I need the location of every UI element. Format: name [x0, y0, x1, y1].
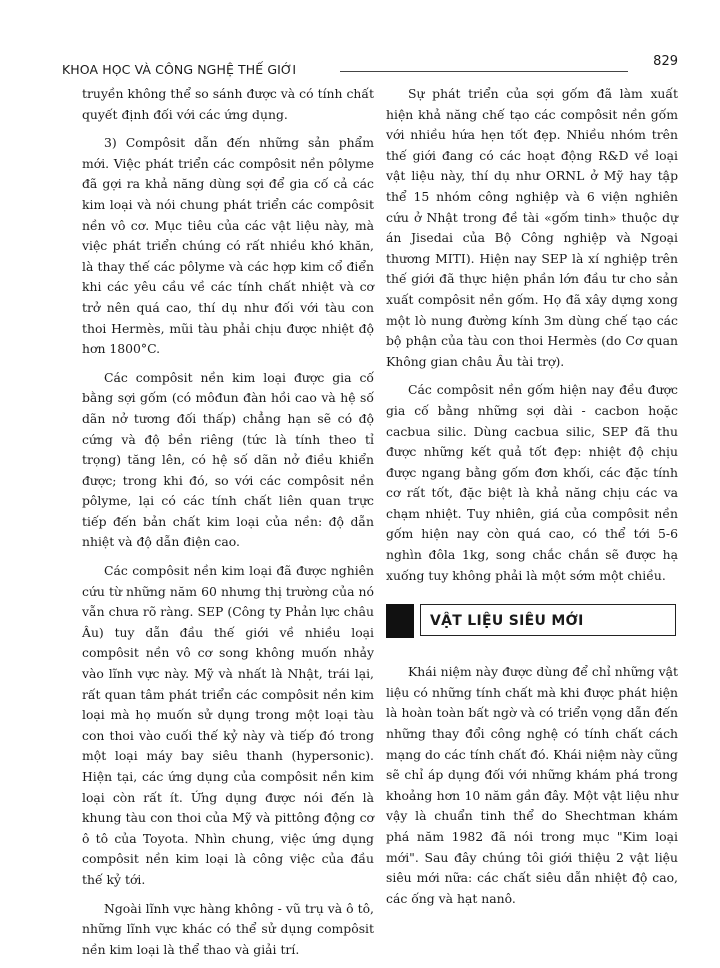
header-rule	[340, 71, 628, 72]
page-header	[62, 52, 678, 82]
section-heading	[386, 602, 678, 648]
paragraph: 3) Compôsit dẫn đến những sản phẩm mới. Việc phát triển các compôsit nền pôlyme đã gợi ra khả năng dùng sợi để gia cố cả các kim loại và nói chung phát triển các compôsit nền vô cơ. Mục tiêu của các vật liệu này, mà việc phát triển chúng có rất nhiều khó khăn, là thay thế các pôlyme và các hợp kim cổ điển khi các yêu cầu về các tính chất nhiệt và cơ trở nên quá cao, thí dụ như đối với tàu con thoi Hermès, mũi tàu phải chịu được nhiệt độ hơn 1800°C.	[82, 135, 374, 357]
paragraph: Khái niệm này được dùng để chỉ những vật liệu có những tính chất mà khi được phát hiện là hoàn toàn bất ngờ và có triển vọng dẫn đến những thay đổi công nghệ có tính chất cách mạng do các tính chất đó. Khái niệm này cũng sẽ chỉ áp dụng đối với những khám phá trong khoảng hơn 10 năm gần đây. Một vật liệu như vậy là chuẩn tinh thể do Shechtman khám phá năm 1982 đã nói trong mục "Kim loại mới". Sau đây chúng tôi giới thiệu 2 vật liệu siêu mới nữa: các chất siêu dẫn nhiệt độ cao, các ống và hạt nanô.	[386, 664, 678, 906]
paragraph: truyền không thể so sánh được và có tính chất quyết định đối với các ứng dụng.	[82, 86, 374, 122]
left-column	[82, 84, 374, 960]
running-title: KHOA HỌC VÀ CÔNG NGHỆ THẾ GIỚI	[62, 62, 297, 77]
right-column	[386, 84, 678, 909]
paragraph: Các compôsit nền gốm hiện nay đều được gia cố bằng những sợi dài - cacbon hoặc cacbua silic. Dùng cacbua silic, SEP đã thu được những kết quả tốt đẹp: nhiệt độ chịu được ngang bằng gốm đơn khối, các đặc tính cơ rất tốt, đặc biệt là khả năng chịu các va chạm nhiệt. Tuy nhiên, giá của compôsit nền gốm hiện nay còn quá cao, có thể tới 5-6 nghìn đôla 1kg, song chắc chắn sẽ được hạ xuống tuy không phải là một sớm một chiều.	[386, 382, 678, 583]
page-number: 829	[653, 54, 678, 69]
section-title: VẬT LIỆU SIÊU MỚI	[430, 613, 584, 630]
paragraph: Ngoài lĩnh vực hàng không - vũ trụ và ô tô, những lĩnh vực khác có thể sử dụng compôsit nền kim loại là thể thao và giải trí.	[82, 900, 374, 957]
paragraph: Sự phát triển của sợi gốm đã làm xuất hiện khả năng chế tạo các compôsit nền gốm với nhiều hứa hẹn tốt đẹp. Nhiều nhóm trên thế giới đang có các hoạt động R&D về loại vật liệu này, thí dụ như ORNL ở Mỹ hay tập thể 15 nhóm công nghiệp và 6 viện nghiên cứu ở Nhật trong đề tài «gốm tinh» thuộc dự án Jisedai của Bộ Công nghiệp và Ngoại thương MITI). Hiện nay SEP là xí nghiệp trên thế giới đã thực hiện phần lớn đầu tư cho sản xuất compôsit nền gốm. Họ đã xây dựng xong một lò nung đường kính 3m dùng chế tạo các bộ phận của tàu con thoi Hermès (do Cơ quan Không gian châu Âu tài trợ).	[386, 86, 678, 369]
paragraph: Các compôsit nền kim loại được gia cố bằng sợi gốm (có môđun đàn hồi cao và hệ số dãn nở tương đối thấp) chẳng hạn sẽ có độ cứng và độ bền riêng (tức là tính theo tỉ trọng) tăng lên, có hệ số dãn nở điều khiển được; trong khi đó, so với các compôsit nền pôlyme, lại có các tính chất liên quan trực tiếp đến bản chất kim loại của nền: độ dẫn nhiệt và độ dẫn điện cao.	[82, 369, 374, 550]
section-marker	[386, 604, 414, 638]
paragraph: Các compôsit nền kim loại đã được nghiên cứu từ những năm 60 nhưng thị trường của nó vẫn chưa rõ ràng. SEP (Công ty Phản lực châu Âu) tuy dẫn đầu thế giới về nhiều loại compôsit nền vô cơ song không muốn nhảy vào lĩnh vực này. Mỹ và nhất là Nhật, trái lại, rất quan tâm phát triển các compôsit nền kim loại mà họ muốn sử dụng trong một loại tàu con thoi vào cuối thế kỷ này và tiếp đó trong một loại máy bay siêu thanh (hypersonic). Hiện tại, các ứng dụng của compôsit nền kim loại còn rất ít. Ứng dụng được nói đến là khung tàu con thoi của Mỹ và pittông động cơ ô tô của Toyota. Nhìn chung, việc ứng dụng compôsit nền kim loại là công việc của đầu thế kỷ tới.	[82, 563, 374, 887]
